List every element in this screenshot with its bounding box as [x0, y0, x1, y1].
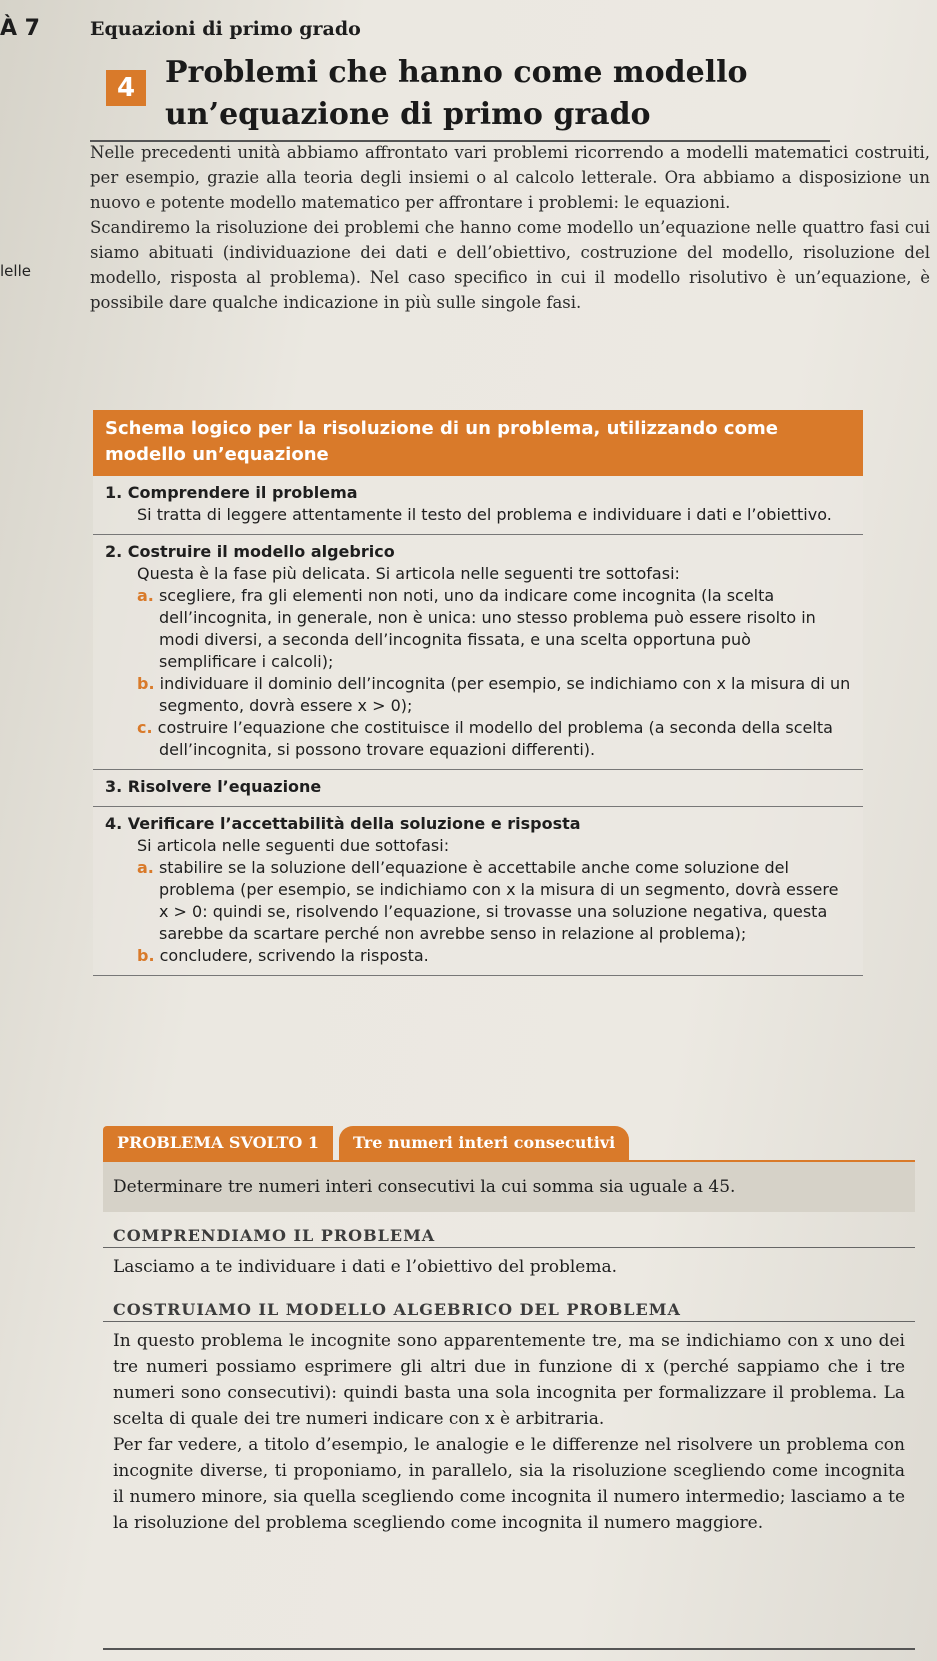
step-number: 3. — [105, 777, 123, 796]
step-title: Comprendere il problema — [127, 483, 358, 502]
margin-note: lelle — [0, 262, 31, 280]
chapter-label: À 7 — [0, 16, 40, 41]
example-tag: PROBLEMA SVOLTO 1 — [103, 1126, 333, 1160]
sub-step-label: b. — [137, 674, 155, 693]
step-number: 1. — [105, 483, 123, 502]
step-body: Si articola nelle seguenti due sottofasi: — [137, 836, 450, 855]
sub-step-text: costruire l’equazione che costituisce il modello del problema (a seconda della scelta dell’incognita, si possono trovare equazioni differenti). — [157, 718, 833, 759]
step-title: Risolvere l’equazione — [127, 777, 322, 796]
schema-box — [93, 410, 863, 976]
schema-step-2 — [93, 535, 863, 770]
sub-step — [137, 673, 851, 717]
sub-step — [137, 717, 851, 761]
section-title: Problemi che hanno come modello un’equazione di primo grado — [165, 55, 748, 132]
sub-step-label: a. — [137, 586, 154, 605]
schema-step-4 — [93, 807, 863, 976]
sub-step — [137, 857, 851, 945]
example-statement: Determinare tre numeri interi consecutivi la cui somma sia uguale a 45. — [103, 1160, 915, 1212]
example-section-text: Per far vedere, a titolo d’esempio, le analogie e le differenze nel risolvere un problema con incognite diverse, ti proponiamo, in parallelo, sia la risoluzione scegliendo come incognita il numero minore, sia quella scegliendo come incognita il numero intermedio; lasciamo a te la risoluzione del problema scegliendo come incognita il numero maggiore. — [113, 1435, 905, 1533]
step-title: Costruire il modello algebrico — [127, 542, 395, 561]
sub-step-text: individuare il dominio dell’incognita (per esempio, se indichiamo con x la misura di un segmento, dovrà essere x > 0); — [159, 674, 851, 715]
sub-step — [137, 945, 851, 967]
sub-step-label: b. — [137, 946, 155, 965]
chapter-title: Equazioni di primo grado — [90, 18, 361, 40]
example-section-heading: COSTRUIAMO IL MODELLO ALGEBRICO DEL PROBLEMA — [103, 1286, 915, 1322]
intro-paragraph: Scandiremo la risoluzione dei problemi che hanno come modello un’equazione nelle quattro fasi cui siamo abituati (individuazione dei dati e dell’obiettivo, costruzione del modello, risoluzione del modello, risposta al problema). Nel caso specifico in cui il modello risolutivo è un’equazione, è possibile dare qualche indicazione in più sulle singole fasi. — [90, 218, 930, 312]
sub-step-label: c. — [137, 718, 153, 737]
example-section-text: In questo problema le incognite sono apparentemente tre, ma se indichiamo con x uno dei tre numeri possiamo esprimere gli altri due in funzione di x (perché sappiamo che i tre numeri sono consecutivi): quindi basta una sola incognita per formalizzare il problema. La scelta di quale dei tre numeri indicare con x è arbitraria. — [113, 1331, 905, 1429]
sub-step — [137, 585, 851, 673]
sub-step-text: scegliere, fra gli elementi non noti, uno da indicare come incognita (la scelta dell’incognita, in generale, non è unica: uno stesso problema può essere risolto in modi diversi, a seconda dell’incognita fissata, e una scelta opportuna può semplificare i calcoli); — [158, 586, 816, 671]
step-body: Questa è la fase più delicata. Si articola nelle seguenti tre sottofasi: — [137, 564, 680, 583]
sub-step-text: stabilire se la soluzione dell’equazione è accettabile anche come soluzione del problema (per esempio, se indichiamo con x la misura di un segmento, dovrà essere x > 0: quindi se, risolvendo l’equazione, si trovasse una soluzione negativa, questa sarebbe da scartare perché non avrebbe senso in relazione al problema); — [158, 858, 839, 943]
intro-paragraph: Nelle precedenti unità abbiamo affrontato vari problemi ricorrendo a modelli matematici costruiti, per esempio, grazie alla teoria degli insiemi o al calcolo letterale. Ora abbiamo a disposizione un nuovo e potente modello matematico per affrontare i problemi: le equazioni. — [90, 143, 930, 212]
bottom-rule — [103, 1648, 915, 1650]
step-number: 4. — [105, 814, 123, 833]
example-tab — [103, 1126, 629, 1160]
step-body: Si tratta di leggere attentamente il testo del problema e individuare i dati e l’obiettivo. — [137, 505, 832, 524]
schema-step-3 — [93, 770, 863, 807]
section-number-badge: 4 — [106, 70, 146, 106]
schema-step-1 — [93, 476, 863, 535]
step-title: Verificare l’accettabilità della soluzione e risposta — [127, 814, 581, 833]
sub-step-text: concludere, scrivendo la risposta. — [159, 946, 429, 965]
intro-text — [90, 140, 930, 315]
sub-step-label: a. — [137, 858, 154, 877]
example-box — [103, 1160, 915, 1542]
example-section-text: Lasciamo a te individuare i dati e l’obiettivo del problema. — [113, 1257, 617, 1277]
example-name: Tre numeri interi consecutivi — [339, 1126, 629, 1160]
example-section-heading: COMPRENDIAMO IL PROBLEMA — [103, 1212, 915, 1248]
step-number: 2. — [105, 542, 123, 561]
schema-title: Schema logico per la risoluzione di un problema, utilizzando come modello un’equazione — [93, 410, 863, 476]
